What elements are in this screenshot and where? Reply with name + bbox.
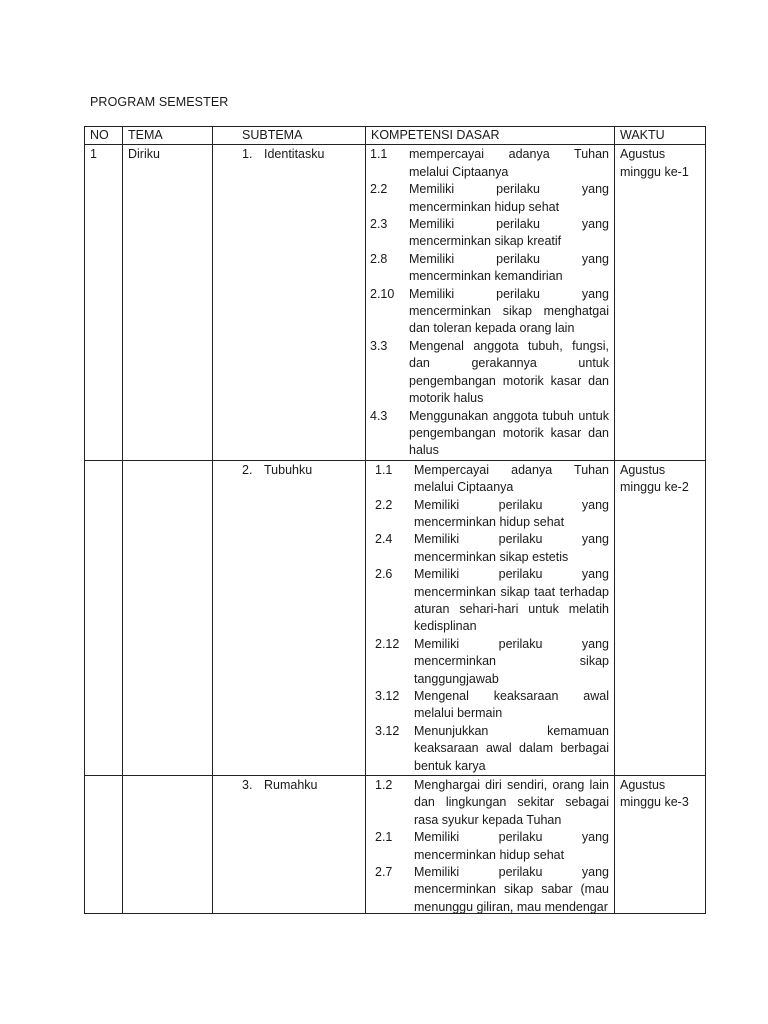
cell-no: 1: [85, 145, 123, 460]
kd-code: 3.12: [375, 723, 400, 738]
cell-kompetensi: [366, 145, 615, 460]
kd-code: 2.4: [375, 532, 393, 547]
header-row: [85, 127, 706, 145]
kd-code: 2.2: [370, 182, 388, 197]
kd-item: [375, 723, 609, 775]
table-row: [85, 460, 706, 775]
kd-item: [375, 462, 609, 497]
kd-item: [375, 566, 609, 636]
kd-text: Memiliki perilaku yang mencerminkan kemandirian: [409, 251, 609, 284]
kd-code: 2.3: [370, 217, 388, 232]
table-row: [85, 145, 706, 460]
cell-tema: Diriku: [123, 145, 213, 460]
cell-kompetensi: [366, 460, 615, 775]
cell-subtema: [213, 460, 366, 775]
kd-text: Memiliki perilaku yang mencerminkan hidup sehat: [414, 497, 609, 529]
kd-text: Memiliki perilaku yang mencerminkan hidup sehat: [409, 182, 609, 214]
kd-text: Menggunakan anggota tubuh untuk pengembangan motorik kasar dan halus: [409, 408, 609, 458]
kd-text: Memiliki perilaku yang mencerminkan sikap sabar (mau menunggu giliran, mau mendengar: [414, 865, 609, 914]
kd-item: [370, 408, 609, 460]
kd-text: Memiliki perilaku yang mencerminkan sikap menghatgai dan toleran kepada orang lain: [409, 286, 609, 336]
kd-text: Memiliki perilaku yang mencerminkan sikap taat terhadap aturan sehari-hari untuk melatih kedisplinan: [414, 567, 609, 634]
kd-text: mempercayai adanya Tuhan melalui Ciptaanya: [409, 147, 609, 179]
subtema-number: 3.: [242, 778, 253, 793]
kd-code: 2.8: [370, 251, 388, 266]
cell-waktu: Agustus minggu ke-3: [615, 776, 706, 914]
subtema-name: Rumahku: [264, 778, 318, 793]
kd-text: Memiliki perilaku yang mencerminkan hidup sehat: [414, 830, 609, 862]
kd-item: [375, 531, 609, 566]
cell-waktu: Agustus minggu ke-2: [615, 460, 706, 775]
kd-code: 2.6: [375, 567, 393, 582]
cell-subtema: [213, 145, 366, 460]
program-table: [84, 126, 706, 914]
kd-code: 2.1: [375, 830, 393, 845]
kd-item: [370, 146, 609, 181]
kd-item: [370, 286, 609, 338]
kd-text: Memiliki perilaku yang mencerminkan sikap estetis: [414, 532, 609, 564]
kd-code: 1.2: [375, 778, 393, 793]
kd-code: 2.10: [370, 286, 395, 301]
kd-text: Memiliki perilaku yang mencerminkan sikap tanggungjawab: [414, 636, 609, 686]
kd-item: [370, 338, 609, 408]
kd-item: [375, 864, 609, 913]
cell-no: [85, 460, 123, 775]
kd-text: Mengenal anggota tubuh, fungsi, dan gerakannya untuk pengembangan motorik kasar dan motorik halus: [409, 338, 609, 406]
kd-item: [375, 777, 609, 829]
kd-code: 1.1: [370, 147, 388, 162]
cell-waktu: Agustus minggu ke-1: [615, 145, 706, 460]
subtema-name: Tubuhku: [264, 462, 313, 477]
kd-code: 3.3: [370, 338, 388, 353]
cell-tema: [123, 460, 213, 775]
cell-subtema: [213, 776, 366, 914]
kd-item: [370, 181, 609, 216]
subtema-name: Identitasku: [264, 147, 325, 162]
header-waktu: WAKTU: [615, 127, 706, 145]
kd-code: 4.3: [370, 408, 388, 423]
kd-text: Memiliki perilaku yang mencerminkan sikap kreatif: [409, 217, 609, 249]
table-row: [85, 776, 706, 914]
kd-item: [375, 829, 609, 864]
kd-text: Menghargai diri sendiri, orang lain dan lingkungan sekitar sebagai rasa syukur kepada Tuhan: [414, 778, 609, 827]
kd-text: Mempercayai adanya Tuhan melalui Ciptaanya: [414, 462, 609, 495]
kd-item: [375, 688, 609, 723]
subtema-number: 1.: [242, 147, 253, 162]
cell-no: [85, 776, 123, 914]
kd-list-clip: [375, 777, 609, 913]
kd-item: [370, 216, 609, 251]
kd-code: 2.12: [375, 636, 400, 651]
header-no: NO: [85, 127, 123, 145]
kd-text: Mengenal keaksaraan awal melalui bermain: [414, 689, 609, 721]
kd-item: [375, 636, 609, 688]
kd-code: 3.12: [375, 689, 400, 703]
subtema-number: 2.: [242, 462, 253, 477]
kd-item: [370, 251, 609, 286]
cell-tema: [123, 776, 213, 914]
kd-code: 2.7: [375, 865, 393, 880]
header-kompetensi: KOMPETENSI DASAR: [366, 127, 615, 145]
page-title: PROGRAM SEMESTER: [90, 95, 229, 109]
kd-code: 2.2: [375, 497, 393, 512]
header-subtema: SUBTEMA: [213, 127, 366, 145]
kd-item: [375, 497, 609, 532]
header-tema: TEMA: [123, 127, 213, 145]
cell-kompetensi: [366, 776, 615, 914]
kd-code: 1.1: [375, 462, 393, 477]
kd-text: Menunjukkan kemamuan keaksaraan awal dalam berbagai bentuk karya: [414, 723, 609, 773]
